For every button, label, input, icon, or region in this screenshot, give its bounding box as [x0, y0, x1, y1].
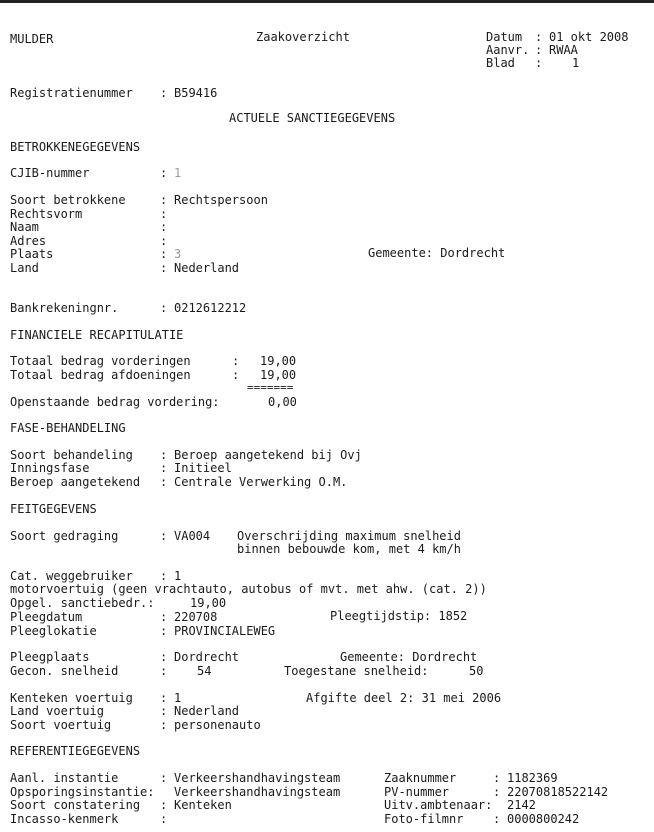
- blad-value: 1: [572, 56, 580, 70]
- pleegdatum-label: Pleegdatum: [10, 610, 83, 624]
- section-fase: FASE-BEHANDELING: [10, 421, 126, 435]
- pleeglokatie-label: Pleeglokatie: [10, 624, 97, 638]
- gedraging-code: VA004: [174, 529, 211, 543]
- main-title: ACTUELE SANCTIEGEGEVENS: [229, 111, 396, 125]
- registratie-value: B59416: [174, 86, 218, 100]
- aanvr-value: RWAA: [549, 43, 578, 57]
- opsporing-label: Opsporingsinstantie:: [10, 785, 155, 799]
- afdoeningen-value: 19,00: [260, 368, 297, 382]
- beroep-label: Beroep aangetekend: [10, 475, 141, 489]
- land-label: Land: [10, 261, 39, 275]
- adres-label: Adres: [10, 234, 47, 248]
- pleegplaats-label: Pleegplaats: [10, 650, 90, 664]
- section-betrokkene: BETROKKENEGEGEVENS: [10, 140, 141, 154]
- toegestaan-label: Toegestane snelheid:: [284, 664, 429, 678]
- top-border: [0, 0, 654, 3]
- plaats-value: 3: [174, 247, 182, 261]
- sanctie-label: Opgel. sanctiebedr.:: [10, 596, 155, 610]
- afgifte: Afgifte deel 2: 31 mei 2006: [306, 691, 502, 705]
- sum-separator: =======: [247, 381, 294, 394]
- beroep-value: Centrale Verwerking O.M.: [174, 475, 348, 489]
- cjib-label: CJIB-nummer: [10, 166, 90, 180]
- pleegplaats-value: Dordrecht: [174, 650, 240, 664]
- instantie-value: Verkeershandhavingsteam: [174, 771, 341, 785]
- openstaand-label: Openstaande bedrag vordering:: [10, 395, 220, 409]
- bank-label: Bankrekeningnr.: [10, 301, 119, 315]
- incasso-label: Incasso-kenmerk: [10, 812, 119, 826]
- header-name: MULDER: [10, 32, 54, 46]
- datum-label: Datum: [486, 30, 523, 44]
- blad-label: Blad: [486, 56, 515, 70]
- sanctie-value: 19,00: [190, 596, 227, 610]
- behandeling-label: Soort behandeling: [10, 448, 133, 462]
- openstaand-value: 0,00: [268, 395, 297, 409]
- gedraging-label: Soort gedraging: [10, 529, 119, 543]
- gecon-label: Gecon. snelheid: [10, 664, 119, 678]
- instantie-label: Aanl. instantie: [10, 771, 119, 785]
- opsporing-value: Verkeershandhavingsteam: [174, 785, 341, 799]
- ambtenaar-value: 2142: [507, 798, 536, 812]
- soort-betrokkene-value: Rechtspersoon: [174, 193, 268, 207]
- toegestaan-value: 50: [469, 664, 484, 678]
- land-voertuig-label: Land voertuig: [10, 704, 104, 718]
- aanvr-label: Aanvr.: [486, 43, 530, 57]
- soort-voertuig-label: Soort voertuig: [10, 718, 112, 732]
- pleeg-gemeente: Gemeente: Dordrecht: [340, 650, 478, 664]
- weggebruiker-label: Cat. weggebruiker: [10, 569, 133, 583]
- soort-betrokkene-label: Soort betrokkene: [10, 193, 126, 207]
- soort-voertuig-value: personenauto: [174, 718, 261, 732]
- weggebruiker-value: 1: [174, 569, 182, 583]
- pleegdatum-value: 220708: [174, 610, 218, 624]
- vorderingen-label: Totaal bedrag vorderingen: [10, 354, 191, 368]
- constatering-label: Soort constatering: [10, 798, 141, 812]
- ambtenaar-label: Uitv.ambtenaar:: [384, 798, 493, 812]
- pleegtijdstip: Pleegtijdstip: 1852: [330, 609, 468, 623]
- pv-label: PV-nummer: [384, 785, 450, 799]
- bank-value: 0212612212: [174, 301, 247, 315]
- kenteken-label: Kenteken voertuig: [10, 691, 133, 705]
- gedraging-line2: binnen bebouwde kom, met 4 km/h: [237, 542, 461, 556]
- inningsfase-label: Inningsfase: [10, 461, 90, 475]
- afdoeningen-label: Totaal bedrag afdoeningen: [10, 368, 191, 382]
- naam-label: Naam: [10, 220, 39, 234]
- weggebruiker-desc: motorvoertuig (geen vrachtauto, autobus of mvt. met ahw. (cat. 2)): [10, 582, 487, 596]
- vorderingen-value: 19,00: [260, 354, 297, 368]
- section-financieel: FINANCIELE RECAPITULATIE: [10, 328, 184, 342]
- inningsfase-value: Initieel: [174, 461, 232, 475]
- constatering-value: Kenteken: [174, 798, 232, 812]
- kenteken-value: 1: [174, 691, 182, 705]
- land-value: Nederland: [174, 261, 240, 275]
- behandeling-value: Beroep aangetekend bij Ovj: [174, 448, 362, 462]
- section-referentie: REFERENTIEGEGEVENS: [10, 744, 141, 758]
- plaats-gemeente: Gemeente: Dordrecht: [368, 246, 506, 260]
- rechtsvorm-label: Rechtsvorm: [10, 207, 83, 221]
- pleeglokatie-value: PROVINCIALEWEG: [174, 624, 276, 638]
- foto-label: Foto-filmnr: [384, 812, 464, 826]
- zaaknummer-label: Zaaknummer: [384, 771, 457, 785]
- gedraging-line1: Overschrijding maximum snelheid: [237, 529, 461, 543]
- land-voertuig-value: Nederland: [174, 704, 240, 718]
- plaats-label: Plaats: [10, 247, 54, 261]
- registratie-label: Registratienummer: [10, 86, 133, 100]
- section-feit: FEITGEGEVENS: [10, 502, 97, 516]
- cjib-value: 1: [174, 166, 182, 180]
- zaaknummer-value: 1182369: [507, 771, 558, 785]
- page-title: Zaakoverzicht: [256, 30, 350, 44]
- datum-value: 01 okt 2008: [549, 30, 629, 44]
- foto-value: 0000800242: [507, 812, 580, 826]
- pv-value: 22070818522142: [507, 785, 609, 799]
- gecon-value: 54: [197, 664, 212, 678]
